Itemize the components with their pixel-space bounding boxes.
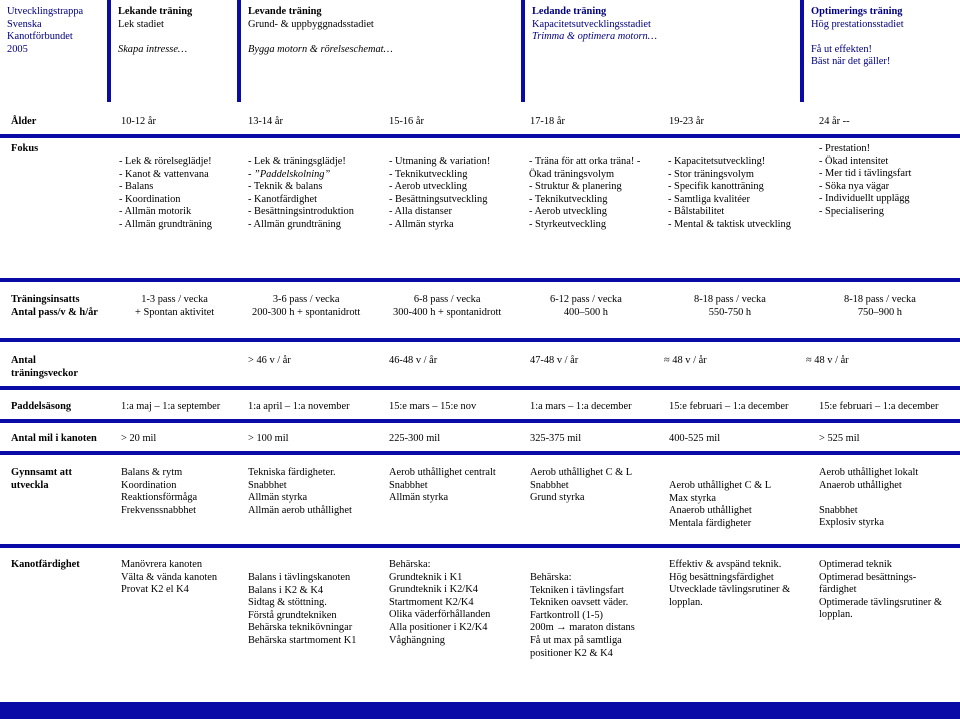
- stage-subtitle: Hög prestationsstadiet: [811, 18, 904, 30]
- header-line: 2005: [7, 43, 28, 55]
- insats-line: 8-18 pass / vecka: [694, 294, 766, 305]
- list-item: Snabbhet: [530, 479, 569, 491]
- list-item: Behärska:: [389, 559, 431, 570]
- list-item: Effektiv & avspänd teknik.: [669, 559, 782, 570]
- stage-title: Levande träning: [248, 6, 322, 17]
- insats-line: 300-400 h + spontanidrott: [393, 306, 502, 318]
- mil-value: > 100 mil: [248, 433, 289, 444]
- list-item: - Aerob utveckling: [389, 181, 467, 193]
- list-item: Alla positioner i K2/K4: [389, 621, 488, 633]
- veckor-value: 46-48 v / år: [389, 355, 438, 366]
- list-item: Frekvenssnabbhet: [121, 504, 197, 516]
- header-title-cell: [0, 0, 107, 102]
- stage-tagline: Bygga motorn & rörelseschemat…: [248, 43, 393, 55]
- list-item: Optimerad besättnings-: [819, 571, 917, 583]
- list-item: - Allmän grundträning: [248, 218, 341, 230]
- insats-line: 200-300 h + spontanidrott: [252, 306, 361, 318]
- stage-tagline: Trimma & optimera motorn…: [532, 31, 657, 43]
- list-item: Snabbhet: [389, 479, 428, 491]
- list-item: Förstå grundtekniken: [248, 609, 337, 621]
- list-item: - Besättningsutveckling: [389, 193, 488, 205]
- list-item: Grundteknik i K2/K4: [389, 584, 478, 596]
- stage-levande: [241, 0, 521, 102]
- list-item: Balans i K2 & K4: [248, 584, 324, 596]
- list-item: Behärska startmoment K1: [248, 634, 357, 646]
- list-item: - Individuellt upplägg: [819, 193, 910, 205]
- list-item: Hög besättningsfärdighet: [669, 571, 774, 583]
- divider: [0, 338, 960, 342]
- stage-tagline: Skapa intresse…: [118, 43, 188, 55]
- list-item: Anaerob uthållighet: [669, 505, 752, 517]
- insats-line: 6-8 pass / vecka: [413, 294, 481, 305]
- insats-col: [252, 294, 360, 319]
- insats-col: [135, 294, 214, 319]
- list-item: - Allmän styrka: [389, 218, 454, 230]
- list-item: Aerob uthållighet C & L: [669, 480, 772, 491]
- mil-value: > 525 mil: [819, 433, 860, 444]
- list-item: Grund styrka: [530, 492, 585, 504]
- gynnsamt-col: [819, 467, 918, 530]
- list-item: Tekniska färdigheter.: [248, 467, 336, 478]
- list-item: - Ökad intensitet: [819, 155, 889, 167]
- gynnsamt-col: [389, 467, 496, 505]
- kanot-col: [819, 559, 942, 622]
- row-label-line: Gynnsamt att: [11, 467, 72, 478]
- list-item: - Specifik kanotträning: [668, 181, 764, 193]
- fokus-col: [668, 156, 791, 232]
- list-item: Reaktionsförmåga: [121, 492, 198, 504]
- list-item: - Samtliga kvalitéer: [668, 193, 750, 205]
- list-item: - Lek & träningsglädje!: [248, 156, 346, 167]
- insats-col: [393, 294, 501, 319]
- age-value: 13-14 år: [248, 116, 283, 127]
- list-item: Startmoment K2/K4: [389, 596, 474, 608]
- row-label: [11, 467, 72, 492]
- list-item: - Kanot & vattenvana: [119, 168, 209, 180]
- stage-title: Ledande träning: [532, 6, 607, 17]
- list-item: Max styrka: [669, 492, 717, 504]
- fokus-col: [529, 156, 640, 232]
- sasong-value: 1:a mars – 1:a december: [530, 401, 632, 412]
- list-item: - Utmaning & variation!: [389, 156, 491, 167]
- list-item: Allmän styrka: [248, 492, 308, 504]
- insats-line: 3-6 pass / vecka: [272, 294, 340, 305]
- gynnsamt-col: [669, 480, 771, 530]
- fokus-col: [819, 143, 911, 219]
- list-item: Snabbhet: [248, 479, 287, 491]
- sasong-value: 1:a maj – 1:a september: [121, 401, 221, 412]
- list-item: - Mer tid i tävlingsfart: [819, 168, 912, 180]
- list-item: Balans i tävlingskanoten: [248, 572, 351, 583]
- fokus-col: [248, 156, 354, 232]
- age-value: 19-23 år: [669, 116, 704, 127]
- list-item: Explosiv styrka: [819, 517, 884, 529]
- list-item: - Teknik & balans: [248, 181, 323, 193]
- stage-ledande: [525, 0, 800, 102]
- list-item: Få ut max på samtliga: [530, 634, 622, 646]
- stage-optimerings: [804, 0, 960, 102]
- mil-value: 225-300 mil: [389, 433, 441, 444]
- row-label: [11, 294, 98, 319]
- header-line: Utvecklingstrappa: [7, 6, 84, 17]
- age-value: 15-16 år: [389, 116, 424, 127]
- insats-line: 1-3 pass / vecka: [141, 294, 208, 305]
- kanot-col: [248, 572, 357, 648]
- stage-subtitle: Kapacitetsutvecklingsstadiet: [532, 18, 651, 30]
- gynnsamt-col: [248, 467, 352, 517]
- list-item: - Prestation!: [819, 143, 871, 154]
- footer-band: [0, 702, 960, 719]
- list-item: Aerob uthållighet C & L: [530, 467, 633, 478]
- list-item: Aerob uthållighet lokalt: [819, 467, 919, 478]
- row-label: Antal mil i kanoten: [11, 433, 97, 444]
- row-label: [11, 355, 78, 380]
- age-value: 10-12 år: [121, 116, 156, 127]
- list-item: Optimerad teknik: [819, 559, 893, 570]
- divider: [0, 544, 960, 548]
- row-label: Kanotfärdighet: [11, 559, 80, 570]
- list-item: - Allmän grundträning: [119, 218, 212, 230]
- list-item: Ökad träningsvolym: [529, 168, 615, 180]
- list-item: - Koordination: [119, 193, 181, 205]
- list-item: Optimerade tävlingsrutiner &: [819, 596, 942, 608]
- fokus-col: [119, 156, 212, 232]
- veckor-value: > 46 v / år: [248, 355, 291, 366]
- header-line: Svenska: [7, 18, 42, 30]
- list-item: - Träna för att orka träna! -: [529, 156, 641, 167]
- list-item: - Aerob utveckling: [529, 206, 607, 218]
- list-item: Mentala färdigheter: [669, 517, 752, 529]
- list-item: - Specialisering: [819, 205, 884, 217]
- divider: [0, 386, 960, 390]
- list-item: - ”Paddelskolning”: [248, 168, 331, 180]
- row-label: Ålder: [11, 116, 37, 127]
- insats-line: + Spontan aktivitet: [135, 306, 215, 318]
- list-item: Aerob uthållighet centralt: [389, 467, 496, 478]
- list-item: - Alla distanser: [389, 206, 452, 218]
- list-item: - Bålstabilitet: [668, 206, 725, 218]
- insats-col: [694, 294, 766, 319]
- list-item: Olika väderförhållanden: [389, 609, 491, 621]
- list-item: färdighet: [819, 584, 857, 596]
- list-item: Behärska:: [530, 572, 572, 583]
- list-item: - Teknikutveckling: [529, 193, 608, 205]
- insats-col: [550, 294, 622, 319]
- list-item: Utvecklade tävlingsrutiner &: [669, 584, 791, 596]
- row-label: Fokus: [11, 143, 39, 154]
- age-value: 24 år --: [819, 116, 850, 127]
- insats-line: 750–900 h: [857, 306, 903, 318]
- veckor-value: 47-48 v / år: [530, 355, 579, 366]
- divider: [0, 419, 960, 423]
- list-item: - Besättningsintroduktion: [248, 206, 354, 218]
- veckor-value: ≈ 48 v / år: [664, 355, 707, 366]
- insats-line: 400–500 h: [563, 306, 609, 318]
- insats-col: [844, 294, 916, 319]
- row-label-line: Antal: [11, 355, 36, 366]
- list-item: Provat K2 el K4: [121, 584, 189, 596]
- insats-line: 550-750 h: [708, 306, 752, 318]
- list-item: - Söka nya vägar: [819, 180, 890, 192]
- list-item: - Struktur & planering: [529, 181, 622, 193]
- list-item: lopplan.: [819, 609, 853, 621]
- list-item: - Stor träningsvolym: [668, 168, 755, 180]
- mil-value: > 20 mil: [121, 433, 157, 444]
- list-item: - Lek & rörelseglädje!: [119, 156, 212, 167]
- fokus-col: [389, 156, 490, 232]
- list-item: Grundteknik i K1: [389, 571, 463, 583]
- sasong-value: 15:e mars – 15:e nov: [389, 401, 477, 412]
- list-item: Tekniken i tävlingsfart: [530, 584, 624, 596]
- list-item: Allmän aerob uthållighet: [248, 504, 352, 516]
- list-item: 200m → maraton distans: [530, 622, 635, 634]
- veckor-value: ≈ 48 v / år: [806, 355, 849, 366]
- gynnsamt-col: [530, 467, 632, 505]
- header-line: Kanotförbundet: [7, 31, 73, 43]
- list-item: Behärska teknikövningar: [248, 622, 353, 634]
- list-item: - Kapacitetsutveckling!: [668, 156, 766, 167]
- list-item: positioner K2 & K4: [530, 647, 613, 659]
- row-label-line: utveckla: [11, 479, 49, 491]
- divider: [0, 451, 960, 455]
- kanot-col: [669, 559, 790, 609]
- age-value: 17-18 år: [530, 116, 565, 127]
- mil-value: 325-375 mil: [530, 433, 582, 444]
- list-item: - Mental & taktisk utveckling: [668, 218, 791, 230]
- stage-tagline: Bäst när det gäller!: [811, 56, 891, 68]
- list-item: - Kanotfärdighet: [248, 193, 317, 205]
- stage-subtitle: Lek stadiet: [118, 18, 164, 30]
- kanot-col: [389, 559, 490, 647]
- kanot-col: [530, 572, 635, 660]
- list-item: Anaerob uthållighet: [819, 479, 902, 491]
- list-item: Våghängning: [389, 634, 445, 646]
- stage-lekande: [111, 0, 237, 102]
- mil-value: 400-525 mil: [669, 433, 721, 444]
- divider: [0, 134, 960, 138]
- stage-title: Lekande träning: [118, 6, 193, 17]
- list-item: - Teknikutveckling: [389, 168, 468, 180]
- sasong-value: 15:e februari – 1:a december: [819, 401, 939, 412]
- list-item: lopplan.: [669, 596, 703, 608]
- header-band: [0, 0, 960, 102]
- insats-line: 8-18 pass / vecka: [844, 294, 916, 305]
- gynnsamt-col: [121, 467, 197, 517]
- list-item: Manövrera kanoten: [121, 559, 203, 570]
- stage-tagline: Få ut effekten!: [811, 43, 872, 55]
- sasong-value: 1:a april – 1:a november: [248, 401, 350, 412]
- kanot-col: [121, 559, 217, 597]
- row-label-line: Träningsinsatts: [11, 294, 80, 305]
- list-item: Fartkontroll (1-5): [530, 609, 604, 621]
- row-label-line: träningsveckor: [11, 367, 78, 379]
- sasong-value: 15:e februari – 1:a december: [669, 401, 789, 412]
- list-item: - Balans: [119, 181, 154, 193]
- insats-line: 6-12 pass / vecka: [550, 294, 622, 305]
- list-item: Koordination: [121, 479, 177, 491]
- divider: [0, 278, 960, 282]
- list-item: Snabbhet: [819, 504, 858, 516]
- row-label-line: Antal pass/v & h/år: [11, 306, 98, 318]
- list-item: Allmän styrka: [389, 492, 449, 504]
- row-label: Paddelsäsong: [11, 401, 72, 412]
- list-item: Tekniken oavsett väder.: [530, 597, 629, 609]
- list-item: Välta & vända kanoten: [121, 571, 218, 583]
- list-item: Balans & rytm: [121, 467, 183, 478]
- list-item: - Allmän motorik: [119, 206, 192, 218]
- list-item: Sidtag & stöttning.: [248, 597, 327, 609]
- list-item: - Styrkeutveckling: [529, 218, 607, 230]
- stage-title: Optimerings träning: [811, 6, 903, 17]
- stage-subtitle: Grund- & uppbyggnadsstadiet: [248, 18, 374, 30]
